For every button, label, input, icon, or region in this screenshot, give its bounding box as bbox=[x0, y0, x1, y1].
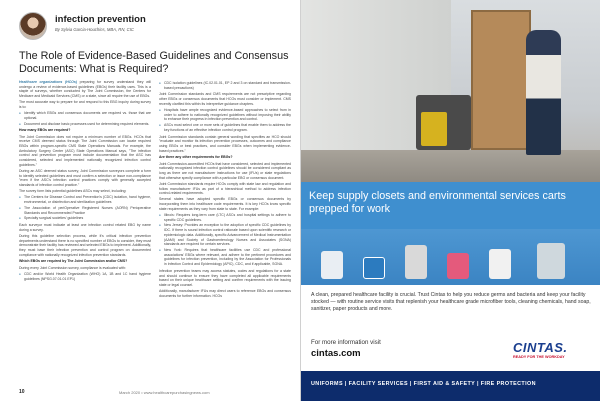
article-title: The Role of Evidence-Based Guidelines and Consensus Documents: What is Required? bbox=[19, 50, 289, 75]
ad-photo bbox=[301, 0, 600, 182]
bullet-list bbox=[19, 272, 151, 281]
list-item: ● CDC isolation guidelines (IC.02.01.01, EP 2 and 3 on standard and transmission-based precautions) bbox=[159, 81, 291, 90]
paragraph: Joint Commission-accredited HCOs that have considered, selected and implemented nationally recognized infection control guidelines should be considered compliant as long as there are not manufacturer instructions for use (IFUs) or state regulations that otherwise specify compliance with a particular EBG or consensus document. bbox=[159, 161, 291, 180]
logo-wordmark: CINTAS. bbox=[513, 340, 568, 355]
list-item: ● New York: Requires that healthcare facilities use CDC and professional associations' EBGs where relevant, and adhere to the pertinent procedures and guidelines for infection prevention, including by the Association for Professionals in Infection Control and Epidemiology (APIC), CDC, and if applicable, SGNA. bbox=[159, 248, 291, 267]
paragraph: Additionally, manufacturer IFUs may direct users to reference EBGs and consensus documents for further information. HCOs bbox=[159, 289, 291, 298]
article-body bbox=[19, 80, 291, 385]
paragraph: Joint Commission standards require HCOs comply with state law and regulation and follow manufacturer IFUs as part of a hierarchical method to address infection control-related requirements. bbox=[159, 181, 291, 196]
advertisement-page bbox=[300, 0, 600, 401]
subheading: Which EBGs are required by The Joint Commission and/or CMS? bbox=[19, 259, 128, 264]
article-column-1 bbox=[19, 80, 151, 385]
subheading: How many EBGs are required? bbox=[19, 128, 71, 133]
microfiber-cloth-icon bbox=[363, 257, 385, 279]
bullet-list bbox=[159, 108, 291, 133]
services-list: UNIFORMS | FACILITY SERVICES | FIRST AID & SAFETY | FIRE PROTECTION bbox=[311, 381, 536, 387]
soap-bottle-icon bbox=[447, 253, 469, 279]
paper-towel-icon bbox=[405, 245, 427, 279]
list-item: ● Specialty surgical societies' guidelines bbox=[19, 216, 151, 221]
paragraph: The Joint Commission does not require a minimum number of EBGs. HCOs that receive CMS deemed status through The Joint Commission can locate required EBGs within program-specific CMS State Operations Manuals. For example, the Ambulatory Surgery Center (ASC) State Operations Manual says, "The infection control and prevention program must include documentation that the ASC has considered, selected and implemented nationally recognized infection control guidelines." bbox=[19, 134, 151, 167]
paragraph: Joint Commission standards contain general wording that specifies an HCO should "evaluate and monitor its infection prevention processes, outcomes and compliance using EBGs or best practices, and consider EBGs when implementing evidence-based practices." bbox=[159, 134, 291, 153]
list-item: ● New Jersey: Provides an exception to the adoption of specific CDC guidelines by IDC. If there is sound infection control rationale based upon scientific research or epidemiologic data. Additionally, specific Advancement of Medical Instrumentation (AAMI) and Society of Gastroenterology Nurses and Associates (SGNA) standards are required for certain services. bbox=[159, 223, 291, 247]
bullet-list bbox=[19, 111, 151, 126]
list-item: ● The Association of periOperative Registered Nurses (AORN) Perioperative Standards and Recommended Practice bbox=[19, 206, 151, 215]
paragraph: Infection prevention teams may access statutes, codes and regulations for a state and should continue to ensure they have completed all applicable requirements based on their unique healthcare setting and confirm requirements with the issuing state or legal counsel. bbox=[159, 268, 291, 287]
subheading: Are there any other requirements for EBGs? bbox=[159, 155, 233, 160]
paragraph: Several states have adopted specific EBGs or consensus documents by incorporating them into healthcare code requirements. It is key HCOs know specific state requirements as they vary from state to state. For example: bbox=[159, 197, 291, 211]
paragraph: The most accurate way to prepare for and respond to this EBG inquiry during survey is to: bbox=[19, 100, 151, 110]
photo-door bbox=[471, 10, 531, 150]
logo-tagline: READY FOR THE WORKDAY bbox=[513, 355, 565, 359]
ad-url-link[interactable]: cintas.com bbox=[311, 348, 361, 359]
paragraph: Each surveyor must indicate at least one infection control related EBG by name during a survey. bbox=[19, 222, 151, 232]
paragraph: During an ASC deemed status survey, Joint Commission surveyors complete a form to identify selected guidelines and must confirm a selection or issue non-compliance "even if the ASC's infection control practices comply with generally accepted standards of infection control practice." bbox=[19, 168, 151, 188]
more-info-label: For more information visit bbox=[311, 339, 381, 346]
dispenser-icon bbox=[537, 243, 565, 279]
author-avatar bbox=[19, 12, 47, 40]
bullet-list bbox=[159, 81, 291, 90]
list-item: ● Illinois: Requires long-term care (LTC) ASCs and hospital settings to adhere to specific CDC guidelines. bbox=[159, 213, 291, 222]
product-strip bbox=[301, 229, 600, 285]
paragraph: The survey form lists potential guidelines ASCs may select, including: bbox=[19, 189, 127, 194]
issue-line: March 2020 • www.healthcarepurchasingnews.com bbox=[119, 390, 210, 395]
sanitizer-icon bbox=[489, 249, 511, 279]
paragraph: Joint Commission standards and CMS requirements are not prescriptive regarding other EBGs or consensus documents that HCOs must consider or implement. CMS recently clarified this within its interpretive guidance chapters. bbox=[159, 92, 291, 106]
list-item: ● Document and disclose basic processes used for determining required elements. bbox=[19, 122, 151, 127]
list-item: ● ASCs must select one or more sets of guidelines that enable them to address the key functions of an effective infection control program. bbox=[159, 123, 291, 132]
cart-bin bbox=[421, 112, 447, 146]
ad-body-copy: A clean, prepared healthcare facility is crucial. Trust Cintas to help you reduce germs and bacteria and keep your facility stocked — with routine service visits that replenish your healthcare grade microfiber tools, cleaning chemicals, hand soap, sanitizer, paper products and more. bbox=[311, 292, 591, 312]
lead-in: Healthcare organizations (HCOs) bbox=[19, 80, 77, 84]
list-item: ● Identify which EBGs and consensus documents are required vs. those that are optional. bbox=[19, 111, 151, 120]
page-number: 10 bbox=[19, 389, 25, 395]
paragraph: During this guideline selection process, while it's critical infection prevention departments understand there is no specified number of EBGs to consider, they must demonstrate their facility has reviewed and selected EBGs to implement. Additionally, they must base their infection prevention and control program on documented compliance with nationally recognized infection prevention standards. bbox=[19, 233, 151, 257]
author-byline: By Sylvia Garcia-Houchins, MBA, RN, CIC bbox=[55, 27, 134, 32]
section-title: infection prevention bbox=[55, 14, 146, 25]
article-column-2 bbox=[159, 80, 291, 385]
spray-bottle-icon bbox=[321, 251, 343, 279]
bullet-list bbox=[19, 195, 151, 221]
article-header bbox=[19, 12, 289, 44]
bullet-list bbox=[159, 213, 291, 267]
housekeeper-figure bbox=[526, 30, 561, 155]
list-item: ● The Centers for Disease Control and Prevention's (CDC) isolation, hand hygiene, environmental, or disinfection and sterilization guidelines bbox=[19, 195, 151, 204]
list-item: ● CDC and/or World Health Organization (WHO) 1A, 1B and 1C hand hygiene guidelines (NPSG.07.01.01 EP1) bbox=[19, 272, 151, 281]
list-item: ● Hospitals have ample recognized evidence-based approaches to select from in order to adhere to nationally recognized guidelines without imposing their ability to enhance their progress in infection prevention and control. bbox=[159, 108, 291, 122]
page-footer bbox=[19, 389, 291, 397]
paragraph: During every Joint Commission survey, compliance is evaluated with: bbox=[19, 265, 126, 270]
paragraph: Healthcare organizations (HCOs) preparing for survey understand they will undergo a review of evidence-based guidelines (EBGs) their facility uses. This is a staple of surveys, whether conducted by The Joint Commission, the Centers for Medicare and Medicaid Services (CMS) or a state, since all require the use of EBGs. bbox=[19, 80, 151, 99]
cintas-logo bbox=[513, 340, 591, 362]
ad-headline: Keep supply closets and environmental services carts prepped for work bbox=[309, 190, 566, 215]
